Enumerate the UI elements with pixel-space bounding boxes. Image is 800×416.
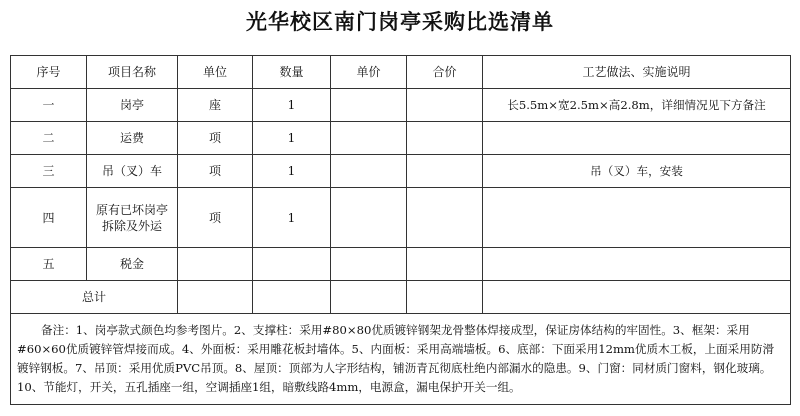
cell-qty: 1 xyxy=(253,188,331,248)
cell-item-line: 拆除及外运 xyxy=(101,218,162,233)
total-label: 总计 xyxy=(11,281,178,314)
cell-seq: 五 xyxy=(11,248,87,281)
total-row xyxy=(11,281,791,314)
cell-description xyxy=(483,122,791,155)
cell-description: 长5.5m×宽2.5m×高2.8m，详细情况见下方备注 xyxy=(483,89,791,122)
cell-seq: 一 xyxy=(11,89,87,122)
cell-unit: 项 xyxy=(178,188,253,248)
total-cell xyxy=(483,281,791,314)
cell-item xyxy=(87,188,178,248)
cell-description xyxy=(483,188,791,248)
cell-unit: 座 xyxy=(178,89,253,122)
cell-unit-price xyxy=(331,248,407,281)
cell-total-price xyxy=(407,89,483,122)
cell-total-price xyxy=(407,155,483,188)
cell-unit-price xyxy=(331,122,407,155)
cell-qty: 1 xyxy=(253,89,331,122)
notes-text: 备注：1、岗亭款式颜色均参考图片。2、支撑柱：采用#80×80优质镀锌钢架龙骨整体焊接成型，保证房体结构的牢固性。3、框架：采用#60×60优质镀锌管焊接而成。4、外面板：采用雕花板封墙体。5、内面板：采用高端墙板。6、底部：下面采用12mm优质木工板，上面采用防滑镀锌钢板。7、吊顶：采用优质PVC吊顶。8、屋顶：顶部为人字形结构，铺沥青瓦彻底杜绝内部漏水的隐患。9、门窗：同材质门窗料，钢化玻璃。10、节能灯，开关，五孔插座一组，空调插座1组，暗敷线路4mm，电源盒，漏电保护开关一组。 xyxy=(11,314,791,405)
cell-item: 运费 xyxy=(87,122,178,155)
cell-unit xyxy=(178,248,253,281)
cell-item: 税金 xyxy=(87,248,178,281)
header-total-price: 合价 xyxy=(407,56,483,89)
table-row xyxy=(11,89,791,122)
total-cell xyxy=(331,281,407,314)
cell-description: 吊（叉）车，安装 xyxy=(483,155,791,188)
header-description: 工艺做法、实施说明 xyxy=(483,56,791,89)
cell-item: 吊（叉）车 xyxy=(87,155,178,188)
table-header-row xyxy=(11,56,791,89)
cell-unit: 项 xyxy=(178,122,253,155)
header-unit-price: 单价 xyxy=(331,56,407,89)
cell-seq: 二 xyxy=(11,122,87,155)
header-item: 项目名称 xyxy=(87,56,178,89)
table-row xyxy=(11,155,791,188)
header-seq: 序号 xyxy=(11,56,87,89)
header-qty: 数量 xyxy=(253,56,331,89)
cell-seq: 三 xyxy=(11,155,87,188)
cell-item: 岗亭 xyxy=(87,89,178,122)
cell-unit: 项 xyxy=(178,155,253,188)
total-cell xyxy=(253,281,331,314)
table-row xyxy=(11,248,791,281)
cell-unit-price xyxy=(331,155,407,188)
cell-total-price xyxy=(407,188,483,248)
procurement-table xyxy=(10,55,791,405)
table-row xyxy=(11,188,791,248)
cell-unit-price xyxy=(331,188,407,248)
cell-qty: 1 xyxy=(253,122,331,155)
document-title: 光华校区南门岗亭采购比选清单 xyxy=(246,10,554,34)
notes-row xyxy=(11,314,791,405)
cell-item-line: 原有已坏岗亭 xyxy=(95,202,168,217)
cell-qty: 1 xyxy=(253,155,331,188)
cell-description xyxy=(483,248,791,281)
cell-total-price xyxy=(407,248,483,281)
cell-seq: 四 xyxy=(11,188,87,248)
cell-qty xyxy=(253,248,331,281)
table-row xyxy=(11,122,791,155)
total-cell xyxy=(407,281,483,314)
header-unit: 单位 xyxy=(178,56,253,89)
cell-unit-price xyxy=(331,89,407,122)
cell-total-price xyxy=(407,122,483,155)
total-cell xyxy=(178,281,253,314)
